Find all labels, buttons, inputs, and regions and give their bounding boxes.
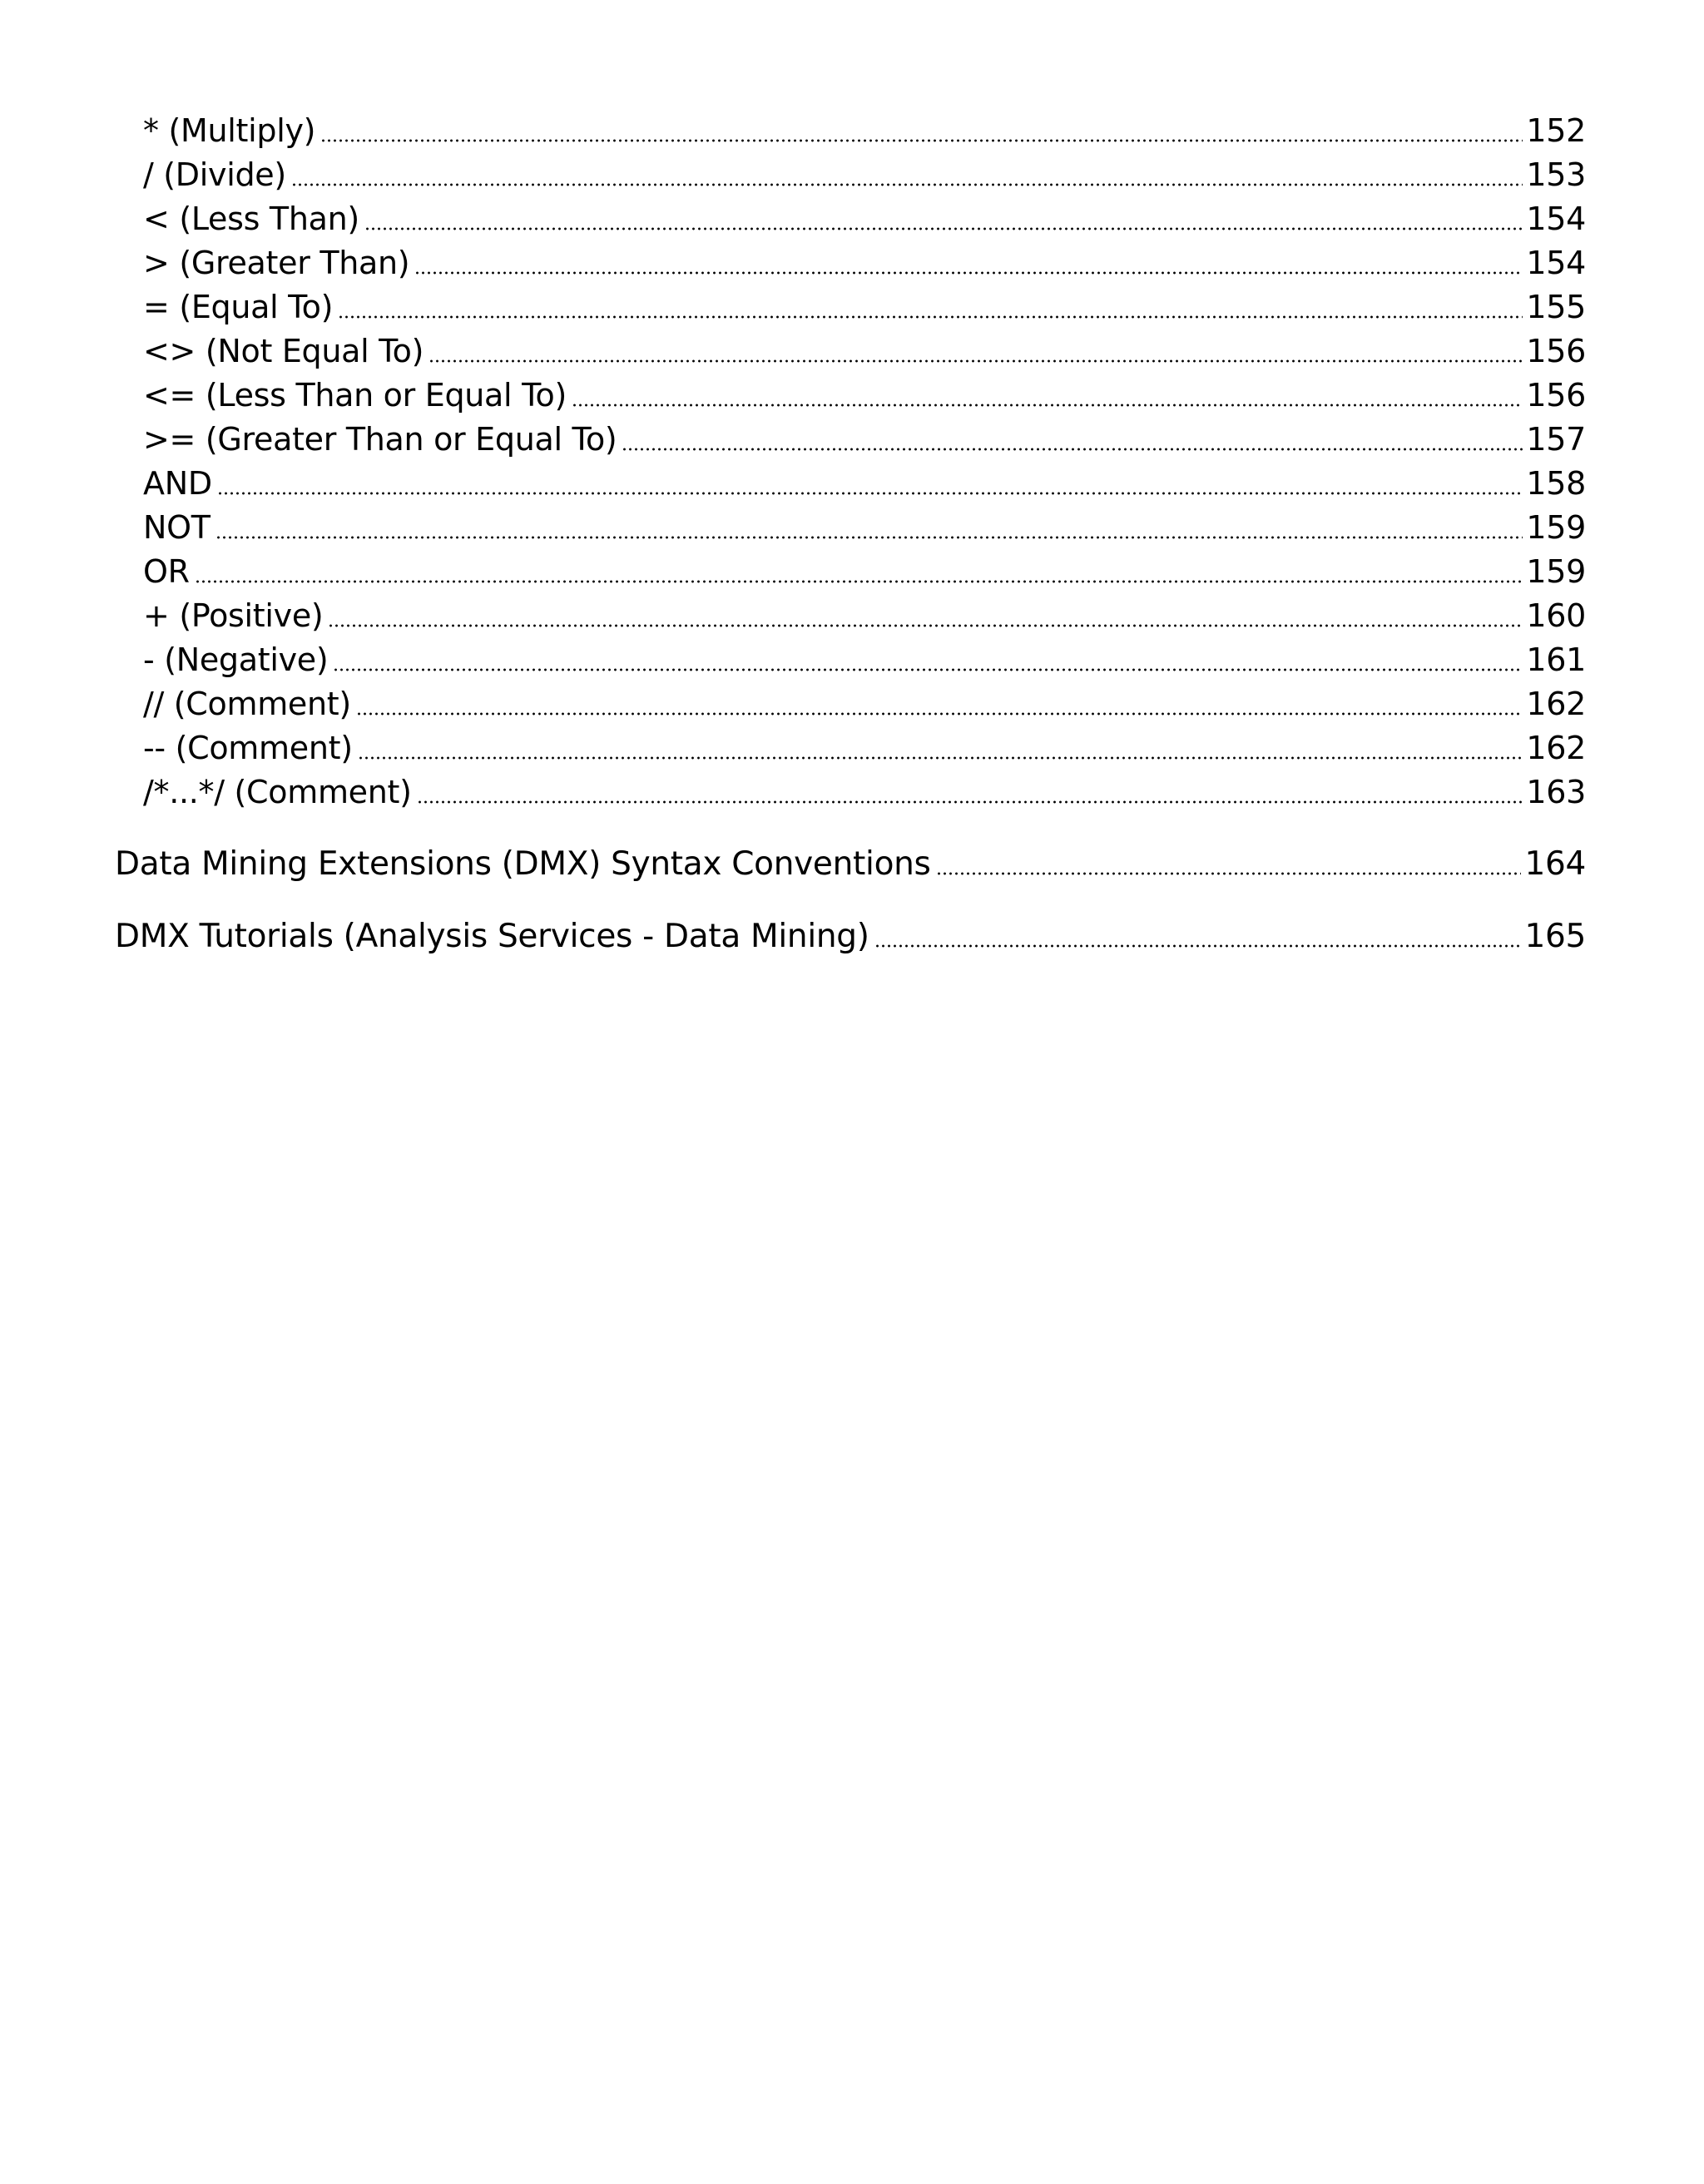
toc-entry-title: // (Comment) xyxy=(143,686,351,722)
toc-entry[interactable] xyxy=(143,549,1586,594)
toc-entry-title: < (Less Than) xyxy=(143,201,359,237)
toc-entry-page: 152 xyxy=(1526,112,1586,149)
toc-entry-page: 162 xyxy=(1526,730,1586,766)
toc-entry-title: <= (Less Than or Equal To) xyxy=(143,377,567,414)
toc-entry-title: > (Greater Than) xyxy=(143,245,410,281)
toc-entry[interactable] xyxy=(143,505,1586,550)
dot-leader xyxy=(328,623,1523,628)
dot-leader xyxy=(428,359,1523,364)
dot-leader xyxy=(622,447,1523,452)
toc-entry[interactable] xyxy=(143,681,1586,726)
toc-entry-title: - (Negative) xyxy=(143,641,329,678)
toc-entry[interactable] xyxy=(143,108,1586,153)
toc-entry[interactable] xyxy=(143,461,1586,506)
dot-leader xyxy=(364,226,1523,231)
toc-entry-title: = (Equal To) xyxy=(143,289,334,325)
toc-entry-page: 154 xyxy=(1526,201,1586,237)
toc-entry[interactable] xyxy=(143,152,1586,197)
toc-entry[interactable] xyxy=(143,593,1586,638)
dot-leader xyxy=(338,314,1523,319)
toc-entry-page: 155 xyxy=(1526,289,1586,325)
toc-entry-title: Data Mining Extensions (DMX) Syntax Conventions xyxy=(115,845,931,883)
toc-entry[interactable] xyxy=(143,726,1586,770)
toc-entry-title: * (Multiply) xyxy=(143,112,316,149)
toc-entry-page: 156 xyxy=(1526,377,1586,414)
dot-leader xyxy=(414,270,1523,275)
toc-entry-title: NOT xyxy=(143,509,211,546)
toc-entry[interactable] xyxy=(143,417,1586,462)
toc-entry-page: 162 xyxy=(1526,686,1586,722)
dot-leader xyxy=(215,535,1523,540)
toc-entry[interactable] xyxy=(143,770,1586,815)
toc-entry-top[interactable] xyxy=(115,914,1586,959)
toc-entry-page: 164 xyxy=(1524,845,1586,883)
toc-entry-title: / (Divide) xyxy=(143,156,286,193)
toc-entry-title: /*...*/ (Comment) xyxy=(143,774,412,810)
toc-entry-page: 156 xyxy=(1526,333,1586,369)
dot-leader xyxy=(195,579,1523,584)
dot-leader xyxy=(217,491,1523,496)
toc-entry[interactable] xyxy=(143,637,1586,682)
toc-entry-page: 158 xyxy=(1526,465,1586,502)
toc-entry-title: + (Positive) xyxy=(143,597,324,634)
toc-entry-page: 163 xyxy=(1526,774,1586,810)
toc-entry-top[interactable] xyxy=(115,842,1586,887)
toc-entry-page: 154 xyxy=(1526,245,1586,281)
toc-entry-page: 157 xyxy=(1526,421,1586,458)
dot-leader xyxy=(358,755,1523,760)
dot-leader xyxy=(874,943,1522,948)
dot-leader xyxy=(936,871,1522,876)
toc-entry[interactable] xyxy=(143,373,1586,418)
toc-entry[interactable] xyxy=(143,329,1586,374)
toc-entry-title: DMX Tutorials (Analysis Services - Data Mining) xyxy=(115,918,869,955)
toc-entry-title: -- (Comment) xyxy=(143,730,353,766)
toc-entry-page: 161 xyxy=(1526,641,1586,678)
toc-entry-title: <> (Not Equal To) xyxy=(143,333,424,369)
dot-leader xyxy=(291,182,1523,187)
toc-entry[interactable] xyxy=(143,285,1586,329)
dot-leader xyxy=(320,138,1523,143)
dot-leader xyxy=(572,403,1523,408)
toc-entry-title: AND xyxy=(143,465,212,502)
toc-entry-title: >= (Greater Than or Equal To) xyxy=(143,421,617,458)
dot-leader xyxy=(333,667,1523,672)
toc-entry[interactable] xyxy=(143,196,1586,241)
toc-entry-page: 160 xyxy=(1526,597,1586,634)
toc-entry-page: 159 xyxy=(1526,553,1586,590)
toc-entry-page: 159 xyxy=(1526,509,1586,546)
dot-leader xyxy=(356,711,1523,716)
toc-entry-page: 165 xyxy=(1524,918,1586,955)
toc-entry-title: OR xyxy=(143,553,190,590)
toc-entry[interactable] xyxy=(143,240,1586,285)
toc-entry-page: 153 xyxy=(1526,156,1586,193)
dot-leader xyxy=(417,800,1523,805)
